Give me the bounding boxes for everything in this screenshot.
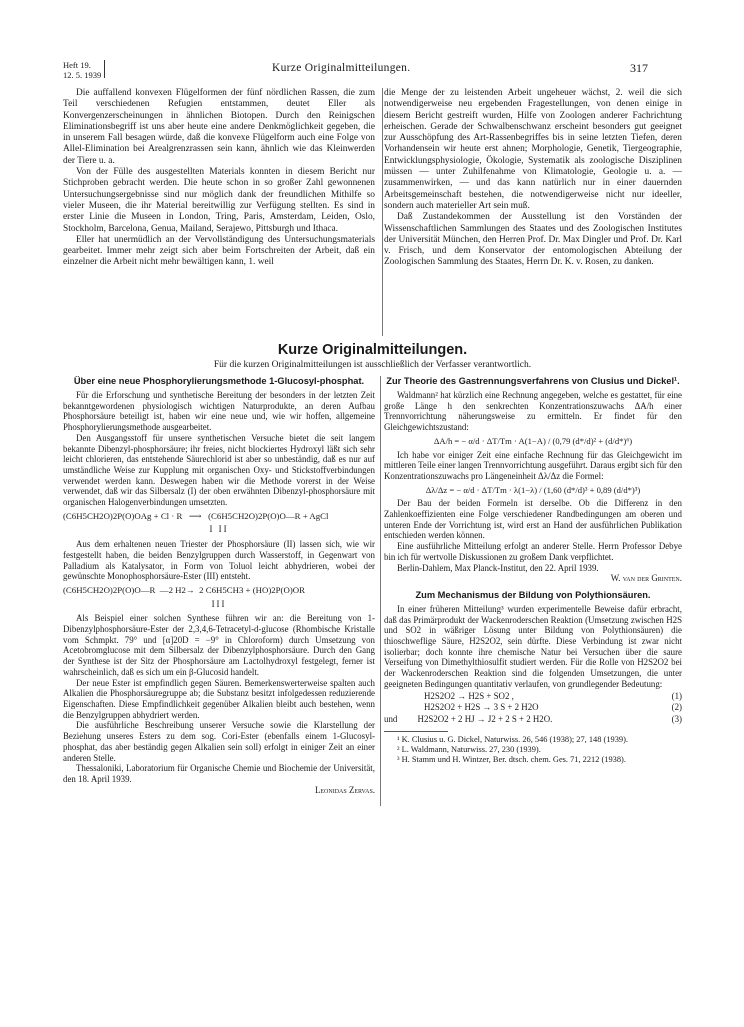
reaction-formula: H2S2O2 + H2S → 3 S + 2 H2O xyxy=(424,702,539,713)
article-title: Über eine neue Phosphorylierungsmethode 1-Glucosyl-phosphat. xyxy=(73,376,365,386)
paragraph: Aus dem erhaltenen neuen Triester der Phosphorsäure (II) lassen sich, wie wir festgestellt haben, die beiden Benzylgruppen durch Wasserstoff, in Gegenwart von Palladium als Katalysator, in Form von Toluol leicht abhydrieren, wobei der gewünschte Monophosphorsäure-Ester (III) entsteht. xyxy=(63,539,375,582)
footnote-rule xyxy=(384,731,448,732)
equation: ΔA/h = − α/d · ΔT/Tm · A(1−A) / (0,79 (d*/d)² + (d/d*)⁶) xyxy=(433,435,633,446)
issue-info xyxy=(63,60,101,80)
article-title: Zum Mechanismus der Bildung von Polythionsäuren. xyxy=(415,589,651,600)
paragraph: Der neue Ester ist empfindlich gegen Säuren. Bemerkenswerterweise spalten auch Alkalien die Phosphorsäuregruppe ab; die Substanz besitzt infolgedessen reduzierende Eigenschaften. Diese Empfindlichkeit gegenüber Alkalien bleibt auch bestehen, wenn die Benzylgruppen abhydriert werden. xyxy=(63,677,375,720)
article-phosphorylation xyxy=(63,376,375,795)
reaction-conjunction: und xyxy=(384,713,398,724)
footnote: ² L. Waldmann, Naturwiss. 27, 230 (1939). xyxy=(397,744,541,754)
reaction-number: (1) xyxy=(671,690,682,701)
column-divider xyxy=(382,88,383,336)
article-title: Zur Theorie des Gastrennungsverfahrens von Clusius und Dickel¹. xyxy=(386,376,680,386)
section-title: Kurze Originalmitteilungen. xyxy=(277,342,468,358)
equation: (C6H5CH2O)2P(O)OAg + Cl · R ⟶ (C6H5CH2O)2P(O)O—R + AgCl xyxy=(63,510,329,521)
paragraph: Eller hat unermüdlich an der Vervollständigung des Untersuchungsmaterials gearbeitet. Immer mehr zeigt sich aber beim Fortschreiten der Arbeit, daß ein einzelner die Arbeit nicht mehr bewältigen kann, 1. weil xyxy=(63,234,375,268)
paragraph: Die ausführliche Beschreibung unserer Versuche sowie die Klarstellung der Beziehung unseres Esters zu dem sog. Cori-Ester (ebenfalls einem 1-Glucosyl-phosphat, das aber beständig gegen Alkalien sein soll) erfolgt in einiger Zeit an einer anderen Stelle. xyxy=(63,720,375,763)
equation: Δλ/Δz = − α/d · ΔT/Tm · λ(1−λ) / (1,60 (d*/d)³ + 0,89 (d/d*)³) xyxy=(425,484,641,495)
issue-number: Heft 19. xyxy=(63,60,91,70)
author-signature: W. van der Grinten. xyxy=(610,573,682,584)
running-title: Kurze Originalmitteilungen. xyxy=(272,62,411,74)
top-left-column xyxy=(63,88,375,269)
paragraph: Den Ausgangsstoff für unsere synthetischen Versuche bietet die seit langem bekannte Dibenzyl-phosphorsäure; ihr freies, nicht blockiertes Hydroxyl läßt sich sehr leicht chlorieren, das entstehende Säurechlorid ist aber so unbeständig, daß es nur auf umständliche Weise zur Kupplung mit organischen Oxy- und Stickstoffverbindungen verwendet werden kann. Deswegen haben wir die Methode vorerst in der Weise verwendet, daß wir das Silbersalz (I) der oben erwähnten Dibenzyl-phosphorsäure mit organischen Halogenverbindungen umsetzten. xyxy=(63,432,375,508)
reaction-3 xyxy=(384,714,682,725)
paragraph: Daß Zustandekommen der Ausstellung ist den Vorständen der Wissenschaftlichen Sammlungen des Staates und des Zoologischen Institutes der Universität München, den Herren Prof. Dr. Max Dingler und Prof. Dr. Karl v. Frisch, und dem Konservator der entomologischen Abteilung der Zoologischen Sammlung des Staates, Herrn Dr. K. v. Rosen, zu danken. xyxy=(384,212,682,268)
page-number: 317 xyxy=(630,61,648,75)
section-note: Für die kurzen Originalmitteilungen ist ausschließlich der Verfasser verantwortlich. xyxy=(213,360,532,370)
reaction-number: (3) xyxy=(671,713,682,724)
paragraph: Der Bau der beiden Formeln ist derselbe. Ob die Differenz in den Zahlenkoeffizienten eine Folge verschiedener Randbedingungen am oberen und unteren Ende der Vorrichtung ist, wird erst an Hand der ausführlichen Publikation entschieden werden können. xyxy=(384,498,682,541)
right-articles xyxy=(384,376,682,765)
paragraph: In einer früheren Mitteilung³ wurden experimentelle Beweise dafür erbracht, daß das Primärprodukt der Wackenroderschen Reaktion (Umsetzung zwischen H2S und SO2 in wäßriger Lösung unter Bildung von Polythionsäuren) die thioschweflige Säure, H2S2O2, sein dürfte. Diese Verbindung ist zwar nicht isolierbar; doch konnte ihre chemische Natur bei Versuchen über die saure Verseifung von Dimethylthiosulfit studiert werden. Für die Rolle von H2S2O2 bei der Wackenroderschen Reaktion sind die folgenden Umsetzungen, die unter geeigneten Bedingungen quantitativ verlaufen, von grundlegender Bedeutung: xyxy=(384,603,682,689)
equation: (C6H5CH2O)2P(O)O—R —2 H2→ 2 C6H5CH3 + (HO)2P(O)OR xyxy=(63,584,305,595)
reaction-formula: H2S2O2 → H2S + SO2 , xyxy=(424,690,514,701)
footnote: ¹ K. Clusius u. G. Dickel, Naturwiss. 26, 546 (1938); 27, 148 (1939). xyxy=(397,734,628,744)
paragraph: Als Beispiel einer solchen Synthese führen wir an: die Bereitung von 1-Dibenzylphosphorsäure-Ester der 2,3,4,6-Tetracetyl-d-glucose (Rhombische Kristalle vom Schmpkt. 79° und [α]20D = −9° in Chloroform) durch Umsetzung von Acetobromglucose mit dem Silbersalz der Dibenzylphosphorsäure. Durch den Gang der Synthese ist der Sitz der Phosphorsäure am Lactolhydroxyl festgelegt, ferner ist wahrscheinlich, daß es sich um ein β-Glucosid handelt. xyxy=(63,613,375,677)
paragraph: die Menge der zu leistenden Arbeit ungeheuer wächst, 2. weil die sich notwendigerweise neu ergebenden Fragestellungen, von denen einige in diesem Bericht gestreift wurden, Hilfe von Zoologen anderer Fachrichtung erheischen. Gerade der Schwalbenschwanz erscheint besonders gut geeignet zur Ausschöpfung des Art-Rassenbegriffes bis in seine letzten Tiefen, deren Vorhandensein wir heute erst ahnen; Morphologie, Genetik, Tiergeographie, Entwicklungsphysiologie, Ökologie, Systematik als zoologische Disziplinen müssen — unter Zuhilfenahme von Klimatologie, Geologie u. a. — zusammenwirken, — und das kann natürlich nur in einer dauernden Arbeitsgemeinschaft bestehen, die notwendigerweise nicht nur ideeller, sondern auch materieller Art sein muß. xyxy=(384,88,682,211)
author-signature: Leonidas Zervas. xyxy=(314,784,375,795)
paragraph: Für die Erforschung und synthetische Bereitung der besonders in der letzten Zeit bekanntgewordenen physiologisch wichtigen Naturprodukte, an deren Aufbau Phosphorsäure beteiligt ist, haben wir eine neue und, wie wir hoffen, allgemeine Phosphorylierungsmethode ausgearbeitet. xyxy=(63,390,375,433)
equation-labels: I II xyxy=(209,524,229,535)
reaction-2 xyxy=(384,702,682,713)
reaction-1 xyxy=(384,691,682,702)
footnote: ³ H. Stamm und H. Wintzer, Ber. dtsch. chem. Ges. 71, 2212 (1938). xyxy=(397,754,626,764)
paragraph: Eine ausführliche Mitteilung erfolgt an anderer Stelle. Herrn Professor Debye bin ich für wertvolle Diskussionen zu großem Dank verpflichtet. xyxy=(384,541,682,562)
header-bracket xyxy=(101,60,105,78)
equation-label: III xyxy=(211,598,227,609)
affiliation: Thessaloniki, Laboratorium für Organische Chemie und Biochemie der Universität, den 18. April 1939. xyxy=(63,763,375,784)
column-divider xyxy=(380,376,381,806)
issue-date: 12. 5. 1939 xyxy=(63,70,102,80)
reaction-number: (2) xyxy=(671,702,682,713)
paragraph: Von der Fülle des ausgestellten Materials konnten in diesem Bericht nur Stichproben gebracht werden. Die heute schon in so großer Zahl gewonnenen Untersuchungsergebnisse sind nur möglich dank der freundlichen Mithilfe so vieler Museen, die ihr Material bereitwillig zur Verfügung stellten. Es sind in erster Linie die Museen in London, Tring, Paris, Amsterdam, Leiden, Oslo, Stockholm, Barcelona, Genua, Mailand, Serajewo, Pittsburgh und Ithaca. xyxy=(63,167,375,234)
paragraph: Ich habe vor einiger Zeit eine einfache Rechnung für das Gleichgewicht im mittleren Teile einer langen Trennvorrichtung ausgeführt. Daraus ergibt sich für den Konzentrationszuwachs pro Längeneinheit Δλ/Δz die Formel: xyxy=(384,449,683,481)
top-right-column xyxy=(384,88,682,269)
reaction-formula: H2S2O2 + 2 HJ → J2 + 2 S + 2 H2O. xyxy=(417,713,553,724)
paragraph: Die auffallend konvexen Flügelformen der fünf nördlichen Rassen, die zum Teil verschiedenen Refugien entstammen, deutet Eller als Konvergenzerscheinungen in ähnlichen Biotopen. Durch den Reinigschen Eliminationsbegriff ist uns aber heute eine andere Denkmöglichkeit gegeben, die in unserem Fall besagen würde, daß die konvexe Flügelform auch eine Folge von Allel-Elimination bei Arealgrenzrassen sein kann, ähnlich wie das Kleinwerden der Tiere u. a. xyxy=(63,88,375,166)
affiliation: Berlin-Dahlem, Max Planck-Institut, den 22. April 1939. xyxy=(397,562,599,573)
paragraph: Waldmann² hat kürzlich eine Rechnung angegeben, welche es gestattet, für eine große Länge h den senkrechten Konzentrationszuwachs ΔA/h einer Trennvorrichtung näherungsweise zu ermitteln. Er findet für den Gleichgewichtszustand: xyxy=(384,390,682,433)
